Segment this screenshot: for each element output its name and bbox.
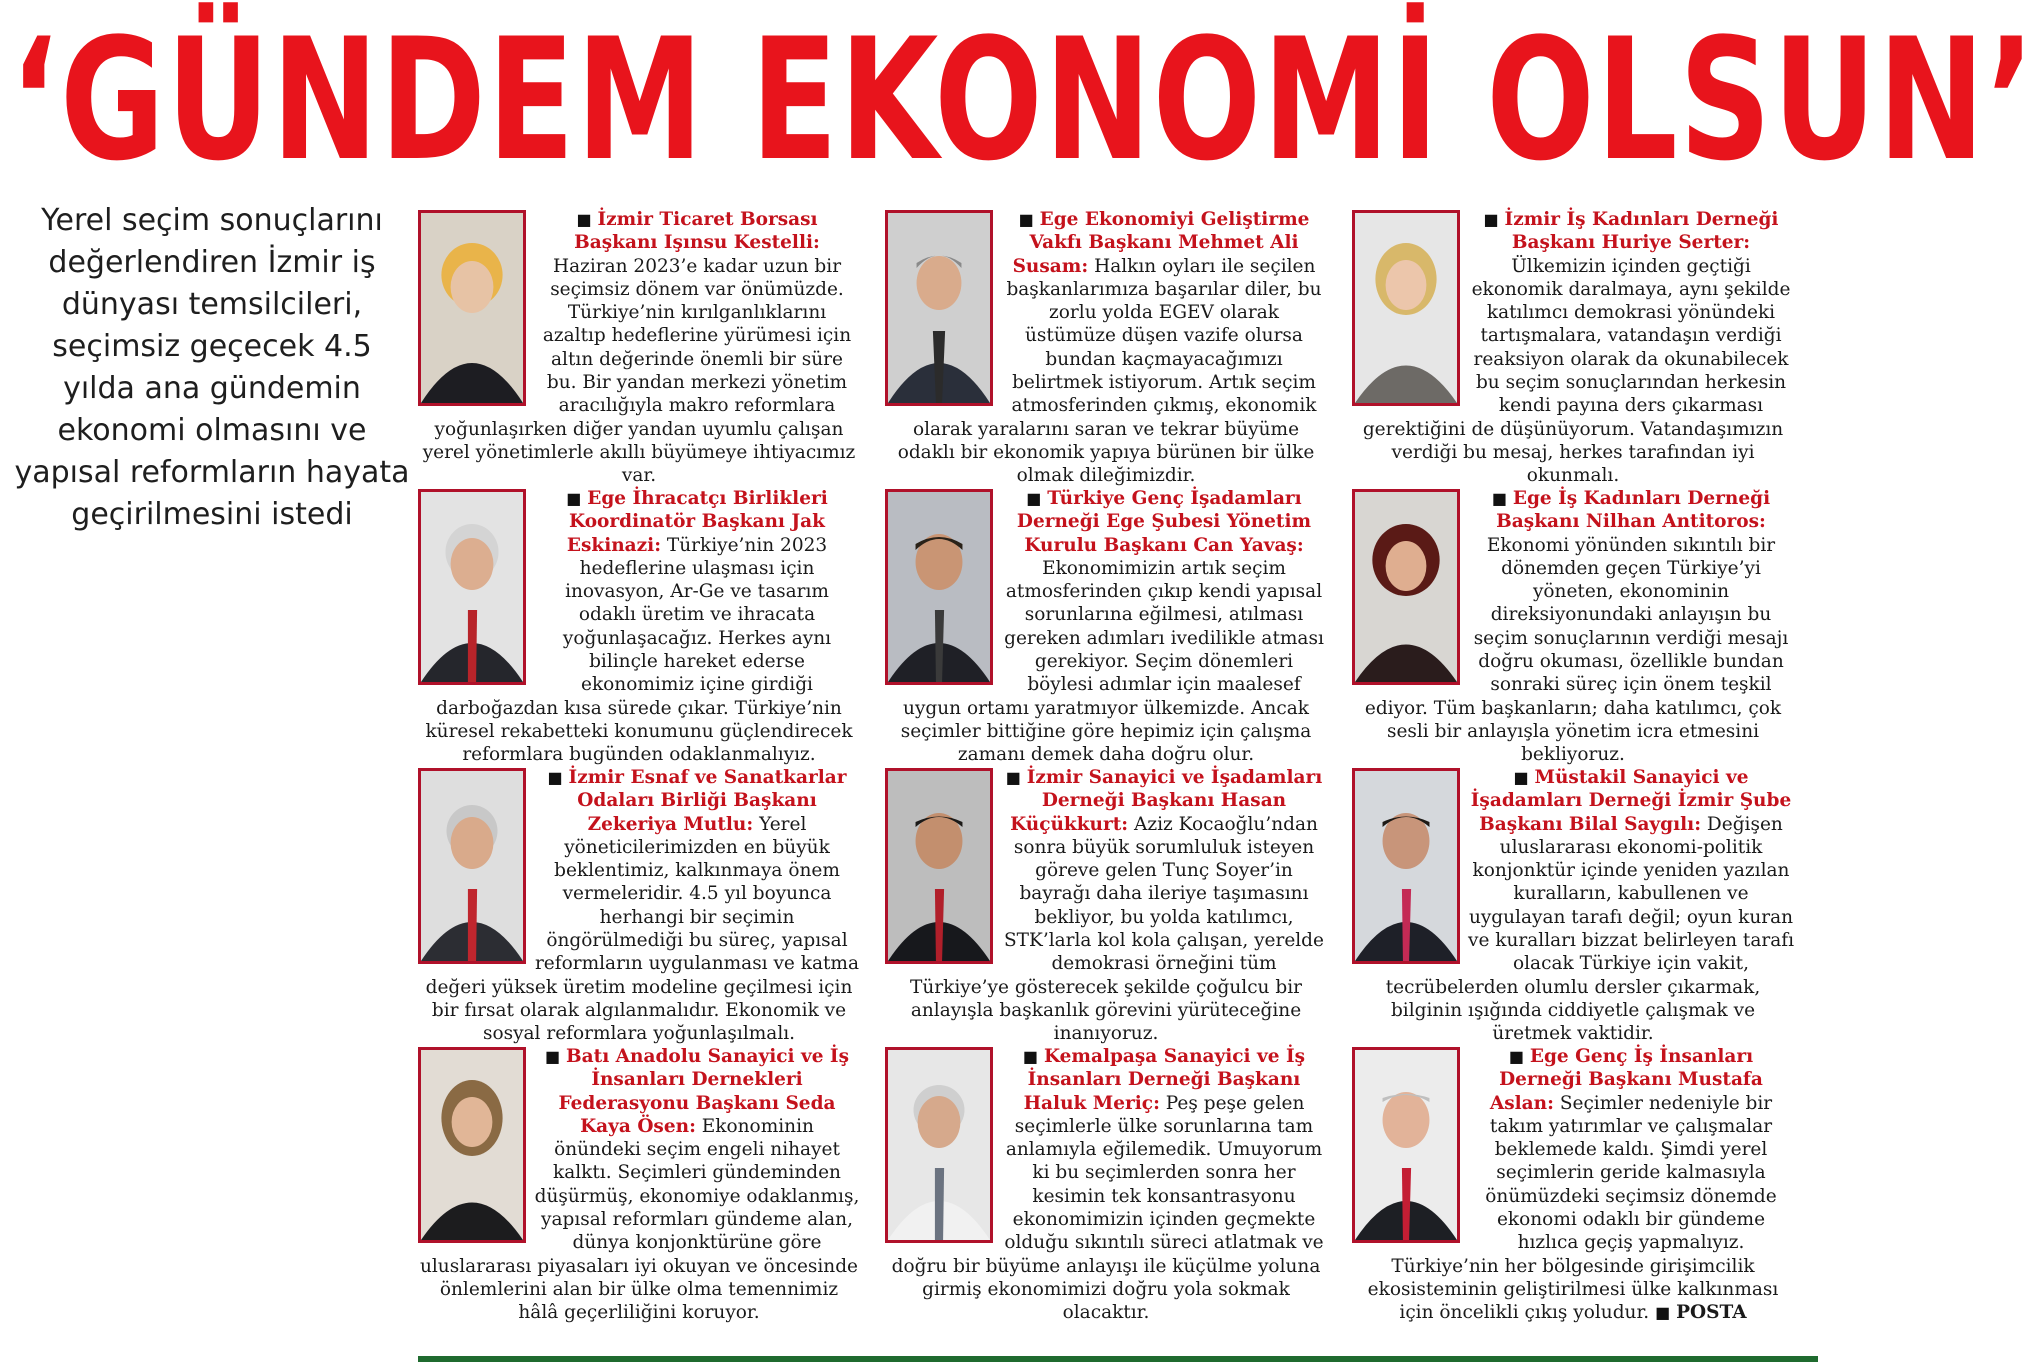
quote-card xyxy=(418,766,860,1044)
quote-text: Değişen uluslararası ekonomi-politik konjonktür içinde yeniden yazılan kuralların, kabullenen ve uygulayan tarafı değil; oyun kuran ve kuralları bizzat belirleyen tarafı olacak Türkiye için vakit, tecrübelerden olumlu dersler çıkarmak, bilginin ışığında ciddiyetle çalışmak ve üretmek vaktidir. xyxy=(1385,813,1795,1045)
speaker-name: Müstakil Sanayici ve İşadamları Derneği İzmir Şube Başkanı Bilal Saygılı: xyxy=(1470,767,1792,835)
portrait-photo xyxy=(1352,1047,1460,1243)
portrait-photo xyxy=(1352,210,1460,406)
bullet-icon: ■ xyxy=(1483,210,1499,229)
quote-card xyxy=(885,487,1327,765)
bullet-icon: ■ xyxy=(1022,1047,1039,1066)
quote-text: Ekonominin önündeki seçim engeli nihayet kalktı. Seçimleri gündeminden düşürmüş, ekonomiye odaklanmış, yapısal reformları gündeme alan, dünya konjonktürüne göre uluslararası piyasaları iyi okuyan ve öncesinde önlemlerini alan bir ülke olma temennimiz hâlâ geçerliliğini koruyor. xyxy=(419,1115,860,1324)
speaker-name: Ege Genç İş İnsanları Derneği Başkanı Mustafa Aslan: xyxy=(1489,1046,1763,1114)
bullet-icon: ■ xyxy=(1018,210,1034,229)
bullet-icon: ■ xyxy=(1508,1047,1524,1066)
quote-text: Yerel yöneticilerimizden en büyük beklentimiz, kalkınmaya önem vermeleridir. 4.5 yıl boyunca herhangi bir seçimin öngörülmediği bu süreç, yapısal reformların uygulanması ve katma değeri yüksek üretim modeline geçilmesi için bir fırsat olarak algılanmalıdır. Ekonomik ve sosyal reformlara yoğunlaşılmalı. xyxy=(425,813,860,1045)
portrait-icon xyxy=(421,213,523,403)
portrait-photo xyxy=(885,768,993,964)
portrait-photo xyxy=(418,210,526,406)
quote-card xyxy=(418,208,860,486)
portrait-icon xyxy=(421,1050,523,1240)
bullet-icon: ■ xyxy=(1026,489,1042,508)
lead-paragraph: Yerel seçim sonuçlarını değerlendiren İzmir iş dünyası temsilcileri, seçimsiz geçecek 4.5 yılda ana gündemin ekonomi olmasını ve yapısal reformların hayata geçirilmesini istedi xyxy=(14,203,410,532)
speaker-name: Ege İş Kadınları Derneği Başkanı Nilhan Antitoros: xyxy=(1496,488,1771,533)
portrait-icon xyxy=(888,1050,990,1240)
quote-card xyxy=(418,1045,860,1323)
portrait-icon xyxy=(1355,213,1457,403)
bullet-icon: ■ xyxy=(1513,768,1529,787)
portrait-icon xyxy=(888,213,990,403)
quote-text: Halkın oyları ile seçilen başkanlarımıza başarılar diler, bu zorlu yolda EGEV olarak üstümüze düşen vazife olursa bundan kaçmayacağımızı belirtmek istiyorum. Artık seçim atmosferinden çıkmış, ekonomik olarak yaralarını saran ve tekrar büyüme odaklı bir ekonomik yapıya bürünen bir ülke olmak dileğimizdir. xyxy=(897,255,1322,487)
speaker-name: İzmir Sanayici ve İşadamları Derneği Başkanı Hasan Küçükkurt: xyxy=(1010,767,1323,835)
portrait-icon xyxy=(1355,492,1457,682)
speaker-name: Kemalpaşa Sanayici ve İş İnsanları Derneği Başkanı Haluk Meriç: xyxy=(1023,1046,1306,1114)
signature: POSTA xyxy=(1676,1302,1747,1324)
headline: ‘GÜNDEM EKONOMİ OLSUN’ xyxy=(10,2,2036,198)
portrait-icon xyxy=(421,771,523,961)
bullet-icon: ■ xyxy=(1005,768,1021,787)
quote-text: Aziz Kocaoğlu’ndan sonra büyük sorumluluk isteyen göreve gelen Tunç Soyer’in bayrağı daha ileriye taşımasını bekliyor, bu yolda katılımcı, STK’larla kol kola çalışan, yerelde demokrasi örneğini tüm Türkiye’ye gösterecek şekilde çoğulcu bir anlayışla başkanlık görevini yürüteceğine inanıyoruz. xyxy=(910,813,1324,1045)
quote-card xyxy=(1352,1045,1794,1323)
portrait-photo xyxy=(418,768,526,964)
speaker-name: Türkiye Genç İşadamları Derneği Ege Şubesi Yönetim Kurulu Başkanı Can Yavaş: xyxy=(1016,488,1312,556)
portrait-photo xyxy=(885,1047,993,1243)
quote-card xyxy=(1352,766,1794,1044)
portrait-icon xyxy=(888,771,990,961)
bullet-icon: ■ xyxy=(1491,489,1507,508)
portrait-icon xyxy=(1355,1050,1457,1240)
portrait-photo xyxy=(1352,768,1460,964)
quote-card xyxy=(885,766,1327,1044)
quote-card xyxy=(1352,208,1794,486)
speaker-name: Ege Ekonomiyi Geliştirme Vakfı Başkanı Mehmet Ali Susam: xyxy=(1012,209,1310,277)
bullet-icon: ■ xyxy=(576,210,592,229)
portrait-photo xyxy=(418,489,526,685)
quote-card xyxy=(1352,487,1794,765)
speaker-name: Ege İhracatçı Birlikleri Koordinatör Başkanı Jak Eskinazi: xyxy=(566,488,828,556)
speaker-name: İzmir Ticaret Borsası Başkanı Işınsu Kestelli: xyxy=(574,209,820,254)
portrait-icon xyxy=(888,492,990,682)
quote-card xyxy=(885,1045,1327,1323)
bullet-icon: ■ xyxy=(545,1047,561,1066)
bottom-rule xyxy=(418,1356,1818,1362)
portrait-photo xyxy=(418,1047,526,1243)
quote-text: Türkiye’nin 2023 hedeflerine ulaşması için inovasyon, Ar-Ge ve tasarım odaklı üretim ve ihracata yoğunlaşacağız. Herkes aynı bilinçle hareket ederse ekonomimiz içine girdiği darboğazdan kısa sürede çıkar. Türkiye’nin küresel rekabetteki konumunu güçlendirecek reformlara bugünden odaklanmalıyız. xyxy=(425,534,853,766)
speaker-name: Batı Anadolu Sanayici ve İş İnsanları Dernekleri Federasyonu Başkanı Seda Kaya Ösen: xyxy=(558,1046,849,1137)
quote-text: Ekonomi yönünden sıkıntılı bir dönemden geçen Türkiye’yi yöneten, ekonominin direksiyonundaki anlayışın bu seçim sonuçlarının verdiği mesajı doğru okuması, özellikle bundan sonraki süreç için önem teşkil ediyor. Tüm başkanların; daha katılımcı, çok sesli bir anlayışla yönetim icra etmesini bekliyoruz. xyxy=(1364,534,1789,766)
portrait-photo xyxy=(1352,489,1460,685)
bullet-icon: ■ xyxy=(566,489,582,508)
portrait-photo xyxy=(885,210,993,406)
quote-text: Peş peşe gelen seçimlerle ülke sorunlarına tam anlamıyla eğilemedik. Umuyorum ki bu seçimlerden sonra her kesimin tek konsantrasyonu ekonomimizin içinden geçmekte olduğu sıkıntılı süreci atlatmak ve doğru bir büyüme anlayışı ile küçülme yoluna girmiş ekonomimizi doğru yola sokmak olacaktır. xyxy=(891,1092,1324,1324)
quote-text: Seçimler nedeniyle bir takım yatırımlar ve çalışmalar beklemede kaldı. Şimdi yerel seçimlerin geride kalmasıyla önümüzdeki seçimsiz dönemde ekonomi odaklı bir gündeme hızlıca geçiş yapmalıyız. Türkiye’nin her bölgesinde girişimcilik ekosisteminin geliştirilmesi ülke kalkınması için öncelikli çıkış yoludur. xyxy=(1367,1092,1779,1324)
portrait-icon xyxy=(1355,771,1457,961)
portrait-photo xyxy=(885,489,993,685)
speaker-name: İzmir Esnaf ve Sanatkarlar Odaları Birliği Başkanı Zekeriya Mutlu: xyxy=(568,767,847,835)
quote-text: Ülkemizin içinden geçtiği ekonomik daralmaya, aynı şekilde katılımcı demokrasi yönündeki tartışmalara, vatandaşın verdiği reaksiyon olarak da okunabilecek bu seçim sonuçlarından herkesin kendi payına ders çıkarması gerektiğini de düşünüyorum. Vatandaşımızın verdiği bu mesaj, herkes tarafından iyi okunmalı. xyxy=(1362,255,1791,487)
quote-text: Ekonomimizin artık seçim atmosferinden çıkıp kendi yapısal sorunlarına eğilmesi, atılması gereken adımları ivedilikle atması gerekiyor. Seçim dönemleri böylesi adımlar için maalesef uygun ortamı yaratmıyor ülkemizde. Ancak seçimler bittiğine göre hepimiz için çalışma zamanı demek daha doğru olur. xyxy=(900,557,1324,766)
speaker-name: İzmir İş Kadınları Derneği Başkanı Huriye Serter: xyxy=(1504,209,1779,254)
quote-text: Haziran 2023’e kadar uzun bir seçimsiz dönem var önümüzde. Türkiye’nin kırılganlıklarını azaltıp hedeflerine yürümesi için altın değerinde önemli bir süre bu. Bir yandan merkezi yönetim aracılığıyla makro reformlara yoğunlaşırken diğer yandan uyumlu çalışan yerel yönetimlerle akıllı büyümeye ihtiyacımız var. xyxy=(422,255,856,487)
quote-card xyxy=(418,487,860,765)
bullet-icon: ■ xyxy=(547,768,563,787)
bullet-icon: ■ xyxy=(1655,1303,1671,1323)
portrait-icon xyxy=(421,492,523,682)
quote-card xyxy=(885,208,1327,486)
